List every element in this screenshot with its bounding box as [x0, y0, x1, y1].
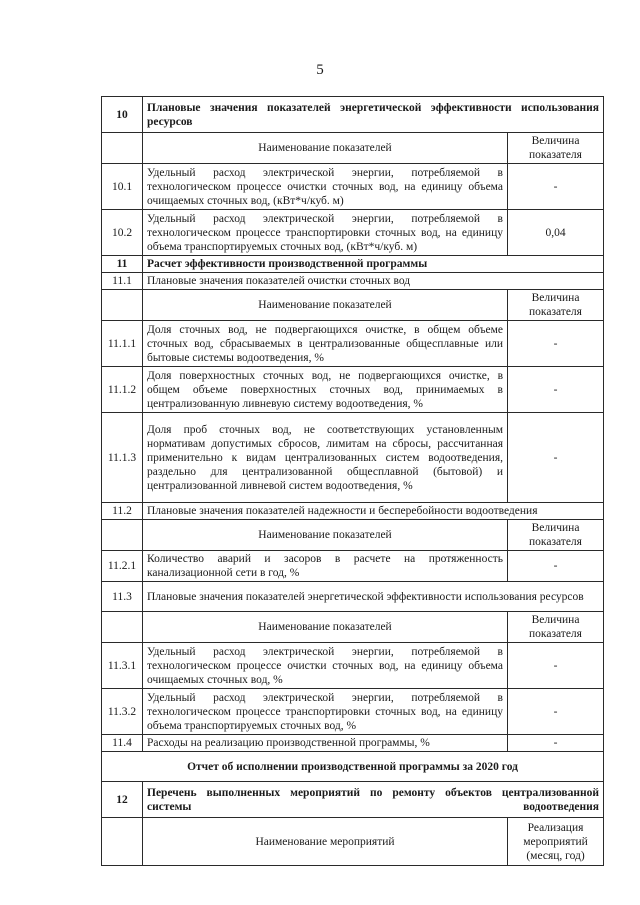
table-row: [102, 752, 604, 782]
header-blank: [102, 612, 143, 643]
column-header-name: Наименование показателей: [143, 290, 508, 321]
table-row: [102, 256, 604, 273]
column-header-value: Реализация мероприятий (месяц, год): [508, 818, 604, 866]
item-number: 11.1.1: [102, 321, 143, 367]
section-number: 12: [102, 782, 143, 818]
item-number: 11.4: [102, 735, 143, 752]
table-row: [102, 551, 604, 582]
table-row: [102, 164, 604, 210]
table-row: [102, 643, 604, 689]
column-header-value: Величина показателя: [508, 520, 604, 551]
column-header-name: Наименование показателей: [143, 612, 508, 643]
section-number: 11: [102, 256, 143, 273]
item-number: 11.2.1: [102, 551, 143, 582]
table-row: [102, 273, 604, 290]
subsection-title: Плановые значения показателей энергетической эффективности использования ресурсов: [143, 582, 604, 612]
table-row: [102, 782, 604, 818]
item-number: 11.1.2: [102, 367, 143, 413]
header-blank: [102, 818, 143, 866]
subsection-number: 11.1: [102, 273, 143, 290]
column-header-value: Величина показателя: [508, 612, 604, 643]
table-row: [102, 290, 604, 321]
item-value: -: [508, 367, 604, 413]
item-text: Удельный расход электрической энергии, потребляемой в технологическом процессе очистки сточных вод, на единицу объема очищаемых сточных вод, (кВт*ч/куб. м): [143, 164, 508, 210]
table-row: [102, 582, 604, 612]
subsection-number: 11.2: [102, 503, 143, 520]
section-title: Плановые значения показателей энергетической эффективности использования ресурсов: [143, 97, 604, 133]
table-row: [102, 367, 604, 413]
header-blank: [102, 290, 143, 321]
table-row: [102, 210, 604, 256]
item-value: 0,04: [508, 210, 604, 256]
item-text: Удельный расход электрической энергии, потребляемой в технологическом процессе транспортировки сточных вод, на единицу объема транспортируемых сточных вод, (кВт*ч/куб. м): [143, 210, 508, 256]
table-row: [102, 321, 604, 367]
table-row: [102, 133, 604, 164]
item-number: 10.2: [102, 210, 143, 256]
item-number: 10.1: [102, 164, 143, 210]
item-text: Доля поверхностных сточных вод, не подвергающихся очистке, в общем объеме поверхностных сточных вод, принимаемых в централизованную ливневую систему водоотведения, %: [143, 367, 508, 413]
section-title: Перечень выполненных мероприятий по ремонту объектов централизованной системы водоотведения: [143, 782, 604, 818]
item-text: Количество аварий и засоров в расчете на протяженность канализационной сети в год, %: [143, 551, 508, 582]
program-table: [101, 96, 604, 866]
section-title: Расчет эффективности производственной программы: [143, 256, 604, 273]
item-number: 11.3.1: [102, 643, 143, 689]
subsection-title: Плановые значения показателей очистки сточных вод: [143, 273, 604, 290]
table-row: [102, 818, 604, 866]
table-row: [102, 413, 604, 503]
table-row: [102, 735, 604, 752]
column-header-name: Наименование показателей: [143, 133, 508, 164]
subsection-number: 11.3: [102, 582, 143, 612]
item-text: Удельный расход электрической энергии, потребляемой в технологическом процессе транспортировки сточных вод, на единицу объема транспортируемых сточных вод, %: [143, 689, 508, 735]
item-value: -: [508, 735, 604, 752]
item-value: -: [508, 689, 604, 735]
column-header-name: Наименование мероприятий: [143, 818, 508, 866]
item-text: Расходы на реализацию производственной программы, %: [143, 735, 508, 752]
section-number: 10: [102, 97, 143, 133]
report-title: Отчет об исполнении производственной программы за 2020 год: [102, 752, 604, 782]
item-value: -: [508, 551, 604, 582]
header-blank: [102, 133, 143, 164]
column-header-value: Величина показателя: [508, 290, 604, 321]
header-blank: [102, 520, 143, 551]
subsection-title: Плановые значения показателей надежности и бесперебойности водоотведения: [143, 503, 604, 520]
item-text: Удельный расход электрической энергии, потребляемой в технологическом процессе очистки сточных вод, на единицу объема очищаемых сточных вод, %: [143, 643, 508, 689]
item-value: -: [508, 321, 604, 367]
page-number: 5: [316, 62, 324, 78]
column-header-name: Наименование показателей: [143, 520, 508, 551]
item-number: 11.3.2: [102, 689, 143, 735]
table-row: [102, 612, 604, 643]
table-row: [102, 689, 604, 735]
table-row: [102, 520, 604, 551]
table-row: [102, 503, 604, 520]
item-text: Доля сточных вод, не подвергающихся очистке, в общем объеме сточных вод, сбрасываемых в централизованные общесплавные или бытовые системы водоотведения, %: [143, 321, 508, 367]
item-value: -: [508, 413, 604, 503]
table-row: [102, 97, 604, 133]
item-value: -: [508, 643, 604, 689]
item-value: -: [508, 164, 604, 210]
item-number: 11.1.3: [102, 413, 143, 503]
item-text: Доля проб сточных вод, не соответствующих установленным нормативам допустимых сбросов, лимитам на сбросы, рассчитанная применительно к видам централизованных систем водоотведения, раздельно для централизованной общесплавной (бытовой) и централизованной ливневой систем водоотведения, %: [143, 413, 508, 503]
column-header-value: Величина показателя: [508, 133, 604, 164]
